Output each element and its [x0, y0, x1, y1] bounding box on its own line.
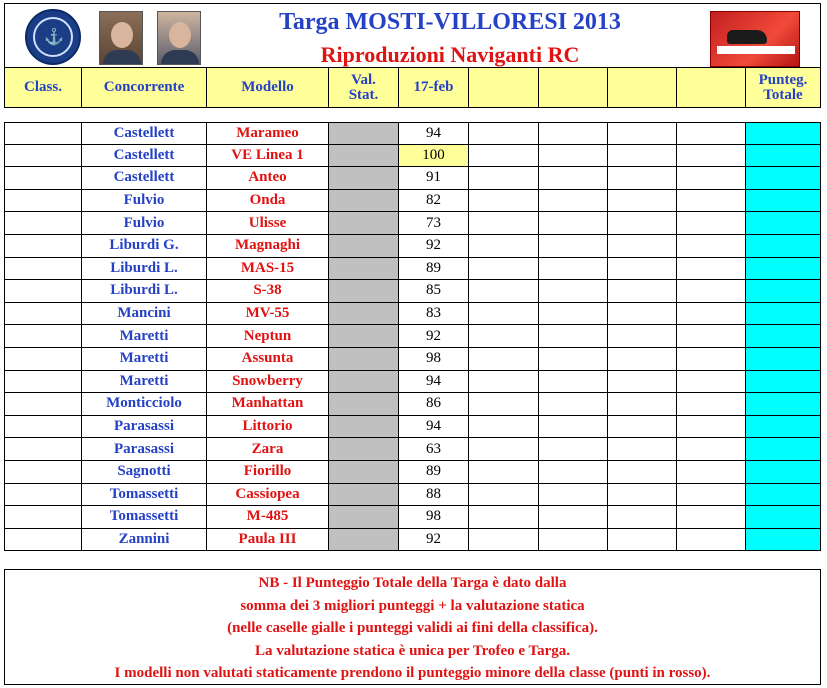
class-cell — [4, 371, 82, 394]
column-header-model: Modello — [207, 68, 329, 108]
empty-score-cell — [608, 258, 677, 281]
empty-score-cell — [677, 122, 746, 145]
empty-score-cell — [539, 484, 608, 507]
empty-score-cell — [539, 371, 608, 394]
total-score-cell — [746, 393, 821, 416]
competitor-cell: Liburdi L. — [82, 258, 207, 281]
class-cell — [4, 438, 82, 461]
total-score-cell — [746, 325, 821, 348]
portrait-face — [111, 22, 133, 48]
page-title: Targa MOSTI-VILLORESI 2013 — [279, 9, 621, 35]
empty-score-cell — [608, 393, 677, 416]
static-score-cell — [329, 461, 399, 484]
empty-score-cell — [677, 235, 746, 258]
empty-score-cell — [677, 416, 746, 439]
model-cell: Fiorillo — [207, 461, 329, 484]
class-cell — [4, 167, 82, 190]
column-header-empty — [539, 68, 608, 108]
model-cell: Marameo — [207, 122, 329, 145]
note-line: NB - Il Punteggio Totale della Targa è dato dalla — [258, 575, 567, 591]
note-line: (nelle caselle gialle i punteggi validi ai fini della classifica). — [227, 620, 598, 636]
race-score-cell: 92 — [399, 235, 469, 258]
race-score-cell: 98 — [399, 506, 469, 529]
column-header-empty — [469, 68, 539, 108]
competitor-cell: Mancini — [82, 303, 207, 326]
competitor-cell: Monticciolo — [82, 393, 207, 416]
static-score-cell — [329, 484, 399, 507]
total-score-cell — [746, 461, 821, 484]
empty-score-cell — [539, 438, 608, 461]
empty-score-cell — [539, 325, 608, 348]
static-score-cell — [329, 506, 399, 529]
empty-score-cell — [469, 348, 539, 371]
column-header-class: Class. — [4, 68, 82, 108]
static-score-cell — [329, 258, 399, 281]
total-score-cell — [746, 280, 821, 303]
empty-score-cell — [608, 303, 677, 326]
race-score-cell: 82 — [399, 190, 469, 213]
empty-score-cell — [677, 461, 746, 484]
empty-score-cell — [608, 122, 677, 145]
competitor-cell: Maretti — [82, 371, 207, 394]
model-cell: S-38 — [207, 280, 329, 303]
model-cell: Assunta — [207, 348, 329, 371]
empty-score-cell — [539, 167, 608, 190]
empty-score-cell — [539, 461, 608, 484]
race-score-cell: 83 — [399, 303, 469, 326]
race-score-cell: 73 — [399, 212, 469, 235]
race-score-cell: 94 — [399, 122, 469, 145]
class-cell — [4, 280, 82, 303]
model-cell: VE Linea 1 — [207, 145, 329, 168]
competitor-cell: Maretti — [82, 325, 207, 348]
competitor-cell: Fulvio — [82, 190, 207, 213]
competitor-cell: Parasassi — [82, 416, 207, 439]
class-cell — [4, 122, 82, 145]
empty-score-cell — [608, 235, 677, 258]
static-score-cell — [329, 167, 399, 190]
race-score-cell: 89 — [399, 461, 469, 484]
model-cell: Ulisse — [207, 212, 329, 235]
competitor-cell: Fulvio — [82, 212, 207, 235]
model-cell: Anteo — [207, 167, 329, 190]
empty-score-cell — [469, 122, 539, 145]
class-cell — [4, 212, 82, 235]
class-cell — [4, 325, 82, 348]
empty-score-cell — [608, 484, 677, 507]
page-subtitle: Riproduzioni Naviganti RC — [320, 42, 580, 67]
model-cell: Zara — [207, 438, 329, 461]
race-score-cell: 94 — [399, 416, 469, 439]
static-score-cell — [329, 190, 399, 213]
static-score-cell — [329, 529, 399, 552]
empty-score-cell — [469, 303, 539, 326]
model-cell: Cassiopea — [207, 484, 329, 507]
empty-score-cell — [608, 167, 677, 190]
empty-score-cell — [677, 438, 746, 461]
model-cell: Snowberry — [207, 371, 329, 394]
portrait-photo-2 — [157, 11, 201, 65]
header — [4, 3, 821, 68]
empty-score-cell — [608, 325, 677, 348]
empty-score-cell — [539, 190, 608, 213]
total-score-cell — [746, 484, 821, 507]
total-score-cell — [746, 212, 821, 235]
class-cell — [4, 529, 82, 552]
competitor-cell: Maretti — [82, 348, 207, 371]
race-score-cell: 89 — [399, 258, 469, 281]
empty-score-cell — [608, 145, 677, 168]
competitor-cell: Castellett — [82, 167, 207, 190]
static-score-cell — [329, 235, 399, 258]
empty-score-cell — [608, 190, 677, 213]
empty-score-cell — [677, 529, 746, 552]
competitor-cell: Castellett — [82, 122, 207, 145]
total-score-cell — [746, 167, 821, 190]
empty-score-cell — [677, 258, 746, 281]
class-cell — [4, 235, 82, 258]
portrait-shoulders — [161, 50, 199, 64]
empty-score-cell — [677, 190, 746, 213]
competitor-cell: Liburdi G. — [82, 235, 207, 258]
total-score-cell — [746, 258, 821, 281]
class-cell — [4, 348, 82, 371]
model-cell: MAS-15 — [207, 258, 329, 281]
empty-score-cell — [677, 303, 746, 326]
static-score-cell — [329, 212, 399, 235]
model-cell: Onda — [207, 190, 329, 213]
empty-score-cell — [469, 484, 539, 507]
static-score-cell — [329, 348, 399, 371]
empty-score-cell — [539, 235, 608, 258]
total-score-cell — [746, 348, 821, 371]
empty-score-cell — [469, 416, 539, 439]
static-score-cell — [329, 438, 399, 461]
competitor-cell: Tomassetti — [82, 506, 207, 529]
empty-score-cell — [469, 529, 539, 552]
ship-icon: ⚓ — [44, 29, 64, 46]
column-header-empty — [677, 68, 746, 108]
empty-score-cell — [608, 416, 677, 439]
class-cell — [4, 484, 82, 507]
competitor-cell: Parasassi — [82, 438, 207, 461]
portrait-photo-1 — [99, 11, 143, 65]
empty-score-cell — [677, 167, 746, 190]
race-score-cell: 63 — [399, 438, 469, 461]
empty-score-cell — [469, 212, 539, 235]
empty-score-cell — [469, 438, 539, 461]
car-icon — [727, 30, 767, 44]
static-score-cell — [329, 371, 399, 394]
empty-score-cell — [539, 145, 608, 168]
static-score-cell — [329, 416, 399, 439]
column-header-total: Punteg. Totale — [746, 68, 821, 108]
competitor-cell: Castellett — [82, 145, 207, 168]
race-score-cell: 100 — [399, 145, 469, 168]
empty-score-cell — [469, 325, 539, 348]
competitor-cell: Zannini — [82, 529, 207, 552]
total-score-cell — [746, 190, 821, 213]
total-score-cell — [746, 122, 821, 145]
empty-score-cell — [469, 371, 539, 394]
empty-score-cell — [469, 461, 539, 484]
rules-note — [4, 569, 821, 685]
empty-score-cell — [677, 348, 746, 371]
race-score-cell: 94 — [399, 371, 469, 394]
empty-score-cell — [469, 145, 539, 168]
empty-score-cell — [539, 393, 608, 416]
race-score-cell: 98 — [399, 348, 469, 371]
empty-score-cell — [608, 348, 677, 371]
empty-score-cell — [677, 145, 746, 168]
column-header-empty — [608, 68, 677, 108]
static-score-cell — [329, 122, 399, 145]
empty-score-cell — [539, 506, 608, 529]
empty-score-cell — [608, 438, 677, 461]
empty-score-cell — [469, 258, 539, 281]
empty-score-cell — [608, 506, 677, 529]
total-score-cell — [746, 371, 821, 394]
empty-score-cell — [677, 280, 746, 303]
race-score-cell: 92 — [399, 529, 469, 552]
class-cell — [4, 190, 82, 213]
race-score-cell: 85 — [399, 280, 469, 303]
race-score-cell: 86 — [399, 393, 469, 416]
static-score-cell — [329, 303, 399, 326]
race-score-cell: 92 — [399, 325, 469, 348]
empty-score-cell — [677, 212, 746, 235]
empty-score-cell — [469, 393, 539, 416]
sponsor-stripe — [717, 46, 795, 54]
class-cell — [4, 416, 82, 439]
column-header-competitor: Concorrente — [82, 68, 207, 108]
model-cell: Paula III — [207, 529, 329, 552]
static-score-cell — [329, 393, 399, 416]
model-cell: Manhattan — [207, 393, 329, 416]
competitor-cell: Liburdi L. — [82, 280, 207, 303]
class-cell — [4, 145, 82, 168]
competitor-cell: Sagnotti — [82, 461, 207, 484]
empty-score-cell — [539, 212, 608, 235]
empty-score-cell — [677, 371, 746, 394]
static-score-cell — [329, 145, 399, 168]
empty-score-cell — [539, 348, 608, 371]
empty-score-cell — [608, 280, 677, 303]
total-score-cell — [746, 438, 821, 461]
total-score-cell — [746, 235, 821, 258]
total-score-cell — [746, 529, 821, 552]
empty-score-cell — [539, 258, 608, 281]
note-line: I modelli non valutati staticamente prendono il punteggio minore della classe (punti in rosso). — [114, 665, 711, 681]
race-score-cell: 91 — [399, 167, 469, 190]
empty-score-cell — [469, 190, 539, 213]
portrait-face — [169, 22, 191, 48]
empty-score-cell — [539, 303, 608, 326]
empty-score-cell — [469, 506, 539, 529]
empty-score-cell — [539, 529, 608, 552]
total-score-cell — [746, 145, 821, 168]
class-cell — [4, 303, 82, 326]
empty-score-cell — [608, 212, 677, 235]
empty-score-cell — [469, 235, 539, 258]
empty-score-cell — [539, 122, 608, 145]
empty-score-cell — [539, 416, 608, 439]
note-line: La valutazione statica è unica per Trofeo e Targa. — [254, 642, 571, 659]
model-cell: MV-55 — [207, 303, 329, 326]
model-cell: Neptun — [207, 325, 329, 348]
empty-score-cell — [469, 280, 539, 303]
note-line: somma dei 3 migliori punteggi + la valutazione statica — [240, 597, 585, 614]
class-cell — [4, 258, 82, 281]
model-cell: Magnaghi — [207, 235, 329, 258]
empty-score-cell — [608, 461, 677, 484]
model-cell: Littorio — [207, 416, 329, 439]
class-cell — [4, 461, 82, 484]
empty-score-cell — [469, 167, 539, 190]
class-cell — [4, 393, 82, 416]
club-logo-icon — [25, 9, 81, 65]
empty-score-cell — [677, 484, 746, 507]
race-score-cell: 88 — [399, 484, 469, 507]
empty-score-cell — [677, 325, 746, 348]
empty-score-cell — [677, 393, 746, 416]
total-score-cell — [746, 506, 821, 529]
empty-score-cell — [608, 371, 677, 394]
total-score-cell — [746, 416, 821, 439]
model-cell: M-485 — [207, 506, 329, 529]
class-cell — [4, 506, 82, 529]
competitor-cell: Tomassetti — [82, 484, 207, 507]
column-header-race-17-feb: 17-feb — [399, 68, 469, 108]
total-score-cell — [746, 303, 821, 326]
empty-score-cell — [677, 506, 746, 529]
empty-score-cell — [539, 280, 608, 303]
static-score-cell — [329, 280, 399, 303]
column-header-static-score: Val. Stat. — [329, 68, 399, 108]
static-score-cell — [329, 325, 399, 348]
sponsor-banner-icon — [710, 11, 800, 67]
empty-score-cell — [608, 529, 677, 552]
portrait-shoulders — [103, 50, 141, 64]
